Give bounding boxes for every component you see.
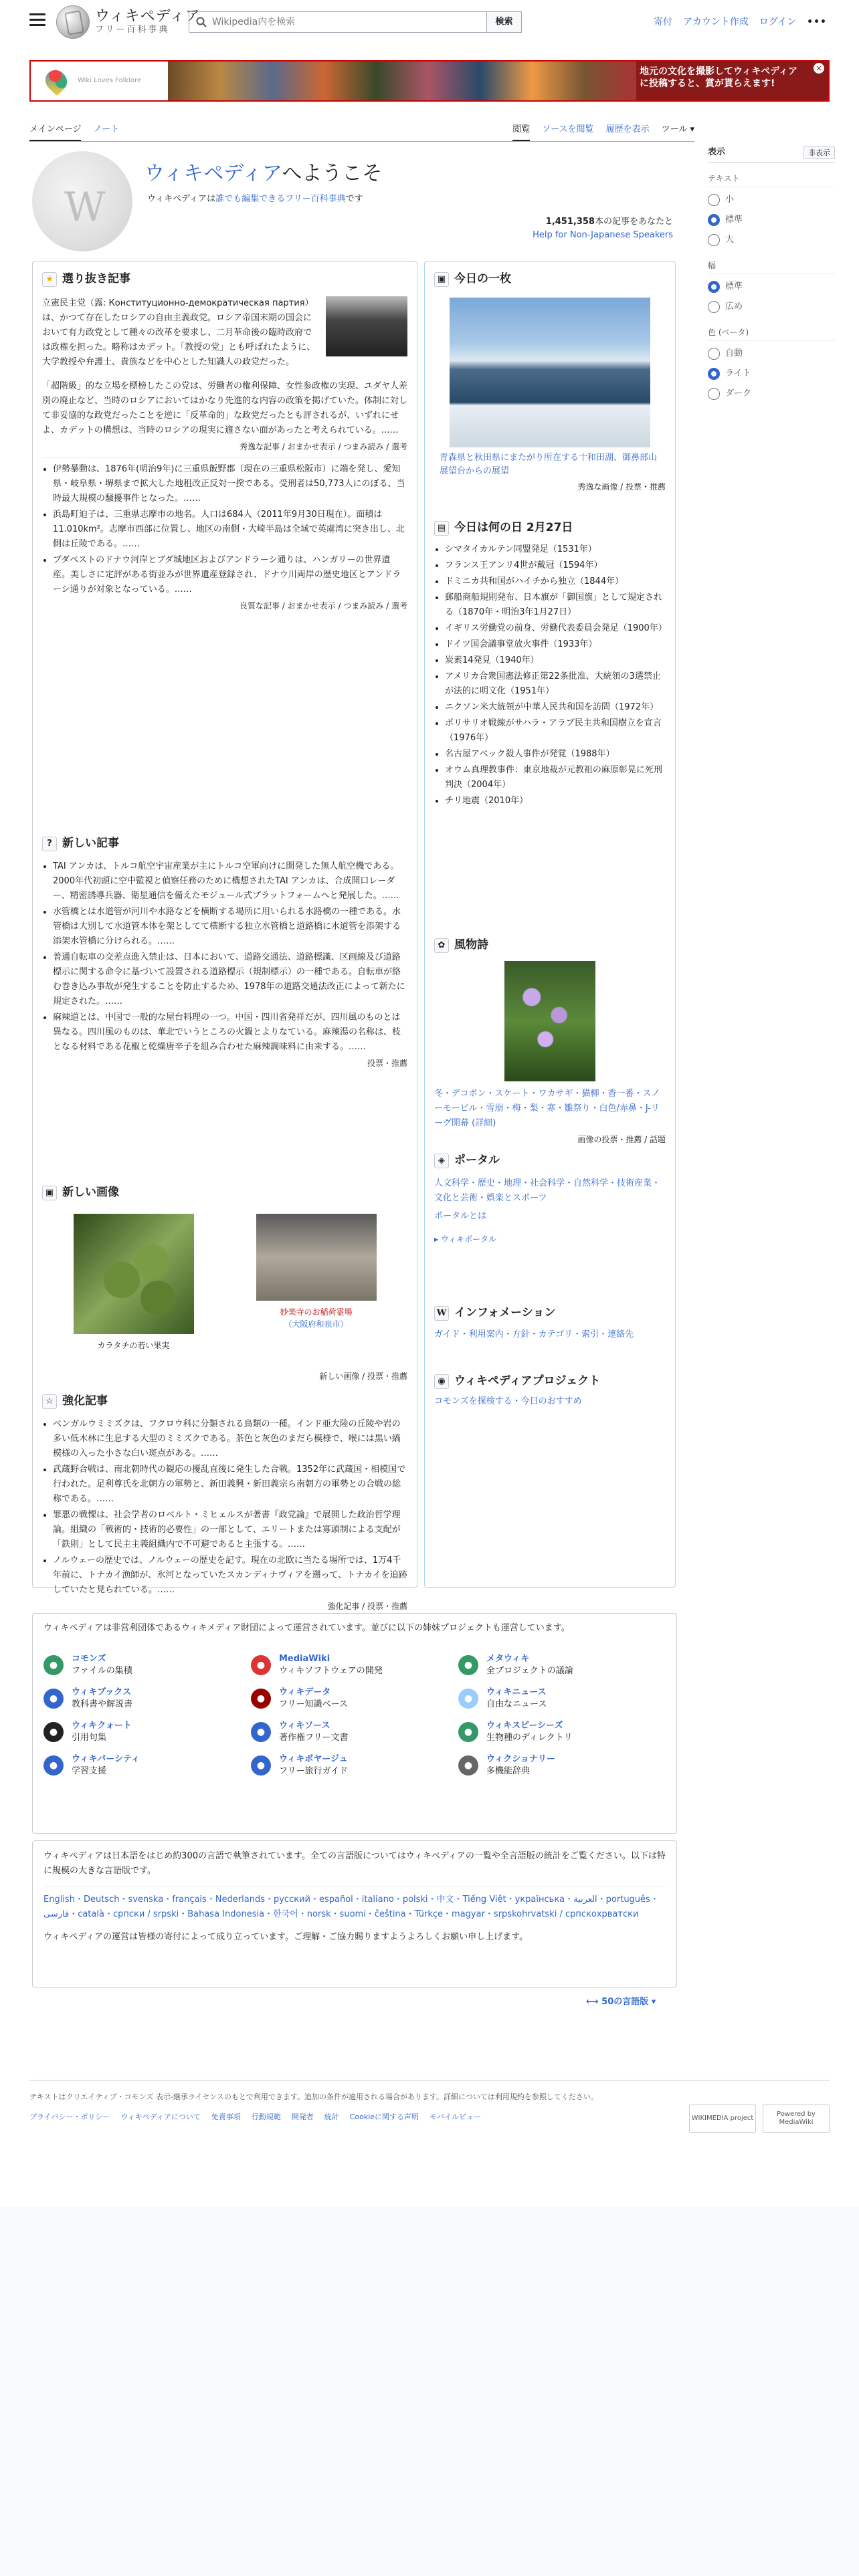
banner-text-line1: 地元の文化を撮影してウィキペディア (640, 66, 798, 77)
good-articles-footer-links[interactable]: 良質な記事 / おまかせ表示 / つまみ読み / 選考 (239, 601, 407, 611)
portal-expand[interactable]: ▸ ウィキポータル (434, 1234, 497, 1244)
language-list[interactable]: English・Deutsch・svenska・français・Nederlands・русский・español・italiano・polski・中文・Tiếng Việt・українська・العربية・português・فارسی・català・српски / srpski・Bahasa Indonesia・한국어・norsk・suomi・čeština・Türkçe・magyar・srpskohrvatski / српскохрватски (43, 1887, 666, 1922)
wikipedia-globe-small-icon: ◉ (434, 1374, 449, 1389)
heart-logo-icon (41, 66, 72, 96)
question-icon: ? (42, 837, 57, 851)
sister-project-desc: 著作権フリー文書 (279, 1732, 349, 1743)
list-item: • アメリカ合衆国憲法修正第22条批准、大統領の3選禁止が法的に明文化（1951年） (445, 669, 666, 699)
sister-project-icon: ● (458, 1689, 478, 1709)
list-item: • 浜島町迫子は、三重県志摩市の地名。人口は684人（2011年9月30日現在）。面積は11.010km²。志摩市西部に位置し、地区の南側・大崎半島は全域で英虞湾に突き出し、北側は丘陵である。…… (53, 508, 407, 552)
list-item: • 武蔵野合戦は、南北朝時代の観応の擾乱直後に発生した合戦。1352年に武蔵国・相模国で行われた。足利尊氏を北朝方の軍勢と、新田義興・新田義宗ら南朝方の軍勢との合戦の総称である。…… (53, 1463, 407, 1507)
portal-links[interactable]: 人文科学・歴史・地理・社会科学・自然科学・技術産業・文化と芸術・娯楽とスポーツ (434, 1178, 661, 1203)
seasonal-image[interactable] (504, 961, 595, 1081)
campaign-banner[interactable] (29, 60, 830, 102)
color-light[interactable]: ライト (708, 364, 835, 384)
portal-about-link[interactable]: ポータルとは (434, 1211, 487, 1221)
karatachi-caption: カラタチの若い果実 (97, 1341, 170, 1350)
license-text: テキストはクリエイティブ・コモンズ 表示-継承ライセンスのもとで利用できます。追加の条件が適用される場合があります。詳細については利用規約を参照してください。 (29, 2092, 598, 2101)
width-section (708, 259, 835, 317)
sister-projects (32, 1613, 677, 1834)
featured-text: 立憲民主党（露: Конституционно-демократическая партия）は、かつて存在したロシアの自由主義政党。ロシア帝国末期の国会において有力政党として種々の改革を要求し、二月革命後の臨時政府では政権を担った。略称はカデット。「教授の党」とも呼ばれたように、大学教授や弁護士、貴族などを中心とした知識人の政党だった。 (42, 298, 316, 367)
tab-main-page[interactable]: メインページ (29, 123, 81, 141)
tab-talk[interactable]: ノート (93, 124, 120, 135)
sister-project-desc: ファイルの集積 (72, 1665, 132, 1676)
footer (29, 2080, 830, 2126)
on-this-day-list (434, 542, 666, 809)
sister-project-desc: フリー知識ベース (279, 1699, 348, 1709)
wikipedia-watermark-icon (32, 151, 132, 251)
sister-project-name[interactable]: ウィキバーシティ (72, 1753, 140, 1764)
privacy-link[interactable]: プライバシー・ポリシー (29, 2112, 110, 2121)
sister-project-icon: ● (458, 1722, 478, 1742)
text-size-section (708, 173, 835, 250)
tab-view-source[interactable]: ソースを閲覧 (542, 124, 594, 135)
list-item: • 伊勢暴動は、1876年(明治9年)に三重県飯野郡（現在の三重県松阪市）に端を発し、愛知県・岐阜県・堺県まで拡大した地租改正反対一揆である。受刑者は50,773人にのぼる、当時最大規模の騒擾事件となった。…… (53, 462, 407, 506)
login-link[interactable]: ログイン (759, 17, 797, 27)
sister-project-icon: ● (43, 1722, 64, 1742)
new-articles-list (42, 859, 407, 1055)
sister-project-name[interactable]: ウィキクォート (72, 1720, 132, 1731)
color-auto[interactable]: 自動 (708, 344, 835, 364)
sister-project-item[interactable] (458, 1720, 666, 1744)
sister-project-item[interactable] (43, 1653, 251, 1677)
information-box (434, 1303, 666, 1342)
list-item: • ポリサリオ戦線がサハラ・アラブ民主共和国樹立を宣言（1976年） (445, 716, 666, 746)
donate-link[interactable]: 寄付 (653, 17, 672, 27)
banner-logo (31, 62, 168, 100)
portal-box (434, 1151, 666, 1246)
text-size-standard[interactable]: 標準 (708, 210, 835, 230)
logo-subtitle: フリー百科事典 (95, 25, 170, 35)
developers-link[interactable]: 開発者 (291, 2112, 314, 2121)
code-of-conduct-link[interactable]: 行動規範 (251, 2112, 281, 2121)
donation-note: ウィキペディアの運営は皆様の寄付によって成り立っています。ご理解・ご協力賜りますようよろしくお願い申し上げます。 (43, 1932, 529, 1942)
sister-project-item[interactable] (458, 1753, 666, 1778)
search-button[interactable]: 検索 (487, 11, 522, 33)
statistics-link[interactable]: 統計 (324, 2112, 339, 2121)
search-icon (196, 17, 207, 27)
featured-title: 選り抜き記事 (62, 272, 130, 286)
list-item: • ドミニカ共和国がハイチから独立（1844年） (445, 574, 666, 589)
list-item: • シマタイカルテン同盟発足（1531年） (445, 542, 666, 557)
languages-intro: ウィキペディアは日本語をはじめ約300の言語で執筆されています。全ての言語版についてはウィキペディアの一覧や全言語版の統計をご覧ください。以下は特に規模の大きな言語版です。 (43, 1851, 666, 1876)
sister-project-name[interactable]: ウィキソース (279, 1720, 330, 1731)
new-images-title: 新しい画像 (62, 1186, 119, 1200)
featured-footer-links[interactable]: 秀逸な記事 / おまかせ表示 / つまみ読み / 選考 (239, 442, 407, 451)
sister-project-item[interactable] (458, 1653, 666, 1677)
welcome-title: ウィキペディアへようこそ (145, 162, 383, 185)
good-articles-list (42, 462, 407, 597)
list-item: • 郵船商船規則発布、日本旗が「御国旗」として規定される（1870年・明治3年1月27日） (445, 591, 666, 620)
sister-project-item[interactable] (251, 1687, 458, 1711)
list-item: • 水管橋とは水道管が河川や水路などを横断する場所に用いられる水路橋の一種である。水管橋は大別して水道管本体を架としてて横断する独立水管橋と道路橋に水道管を添架する添架水管橋に分けられる。…… (53, 905, 407, 949)
wikimedia-badge[interactable]: WIKIMEDIA project (689, 2105, 756, 2133)
wikipedia-globe-icon (56, 5, 90, 39)
portal-title: ポータル (454, 1154, 500, 1168)
color-label: 色 (ベータ) (708, 326, 835, 341)
main-menu-icon[interactable] (29, 13, 45, 27)
list-item: • チリ地震（2010年） (445, 794, 666, 809)
sister-project-desc: ウィキソフトウェアの開発 (279, 1665, 383, 1676)
sister-projects-grid (43, 1653, 666, 1778)
list-item: • イギリス労働党の前身、労働代表委員会発足（1900年） (445, 621, 666, 636)
article-count-number: 1,451,358 (545, 217, 595, 227)
sister-project-icon: ● (458, 1755, 478, 1776)
wikipedia-w-icon: W (434, 1306, 449, 1321)
banner-text-line2: に投稿すると、賞が貰らえます! (640, 78, 775, 89)
sister-project-icon: ● (251, 1689, 271, 1709)
banner-photo-strip (168, 62, 636, 100)
search-input[interactable] (189, 11, 487, 33)
information-title: インフォメーション (454, 1306, 556, 1320)
wikiproject-box (434, 1372, 666, 1409)
sister-project-name[interactable]: ウィキデータ (279, 1687, 331, 1697)
star-icon: ★ (42, 272, 57, 287)
text-size-large[interactable]: 大 (708, 230, 835, 250)
appearance-title: 表示 (708, 147, 726, 157)
sister-project-item[interactable] (43, 1753, 251, 1778)
sister-project-item[interactable] (251, 1653, 458, 1677)
sister-project-name[interactable]: ウィキスピーシーズ (486, 1720, 563, 1731)
image-icon: ▣ (42, 1186, 57, 1200)
sister-project-icon: ● (251, 1755, 271, 1776)
text-size-small[interactable]: 小 (708, 190, 835, 210)
sister-project-desc: 多機能辞典 (486, 1765, 531, 1776)
sister-project-name[interactable]: メタウィキ (486, 1653, 530, 1664)
wikiproject-links[interactable]: コモンズを探検する・今日のおすすめ (434, 1396, 582, 1406)
tab-history[interactable]: 履歴を表示 (605, 124, 650, 135)
list-item: • ベンガルウミミズクは、フクロウ科に分類される鳥類の一種。インド亜大陸の丘陵や岩の多い低木林に生息する大型のミミズクである。茶色と灰色のまだら模様で、喉には黒い縞模様の入った小さな白い斑点がある。…… (53, 1417, 407, 1461)
sister-project-desc: フリー旅行ガイド (279, 1765, 349, 1776)
list-item: • 炭素14発見（1940年） (445, 653, 666, 668)
welcome-subtitle: ウィキペディアは誰でも編集できるフリー百科事典です (147, 194, 363, 204)
sister-project-desc: 教科書や解説書 (72, 1699, 133, 1709)
mobile-view-link[interactable]: モバイルビュー (430, 2112, 482, 2121)
sister-project-item[interactable] (458, 1687, 666, 1711)
sister-project-desc: 自由なニュース (486, 1699, 547, 1709)
flower-icon: ✿ (434, 938, 449, 953)
search-form (189, 11, 522, 33)
shrine-caption: 妙楽寺のお稲荷霊場 （大阪府和泉市） (280, 1307, 353, 1329)
personal-tools (654, 15, 827, 29)
close-icon[interactable]: × (814, 63, 824, 74)
on-this-day-box (434, 518, 666, 810)
sister-project-name[interactable]: ウィキボヤージュ (279, 1753, 348, 1764)
list-item: • 普通自転車の交差点進入禁止は、日本において、道路交通法、道路標識、区画線及び道路標示に関する命令に基づいて設置される道路標示（規制標示）の一種である。自転車が絡む巻き込み事故が発生することを防止するため、1978年の道路交通法改正によって新たに規定された。…… (53, 950, 407, 1009)
list-item: • ニクソン米大統領が中華人民共和国を訪問（1972年） (445, 700, 666, 715)
picture-of-day-caption: 青森県と秋田県にまたがり所在する十和田湖、御鼻部山展望台からの展望 (440, 453, 658, 476)
banner-logo-text: Wiki Loves Folklore (78, 77, 142, 84)
new-images-footer-links[interactable]: 新しい画像 / 投票・推薦 (319, 1372, 407, 1381)
seasonal-text[interactable]: 冬・デコポン・スケート・ワカサギ・猫柳・香一番・スノーモービル・雪崩・梅・梨・寒・雛祭り・白色/赤鼻・J-リーグ開幕 (詳細) (434, 1089, 660, 1128)
sister-project-name[interactable]: MediaWiki (279, 1653, 330, 1664)
width-label: 幅 (708, 259, 835, 274)
list-item: • 罪悪の戦慄は、社会学者のロベルト・ミヒェルスが著書『政党論』で展開した政治哲学理論。組織の「戦術的・技術的必要性」の一部として、エリートまたは寡頭制による支配が「鉄則」として民主主義組織内で不可避であると主張する。…… (53, 1508, 407, 1552)
sister-project-name[interactable]: ウィキニュース (486, 1687, 547, 1697)
right-column (424, 261, 676, 1588)
sister-project-desc: 引用句集 (72, 1732, 107, 1743)
list-item: • 名古屋アベック殺人事件が発覚（1988年） (445, 747, 666, 762)
on-this-day-title: 今日は何の日 2月27日 (454, 521, 573, 535)
sister-project-name[interactable]: ウィクショナリー (486, 1753, 555, 1764)
free-encyclopedia-link[interactable]: 誰でも編集できるフリー百科事典 (215, 194, 346, 204)
left-column (32, 261, 417, 1611)
color-dark[interactable]: ダーク (708, 384, 835, 404)
sister-project-name[interactable]: コモンズ (72, 1653, 106, 1664)
sister-project-icon: ● (43, 1755, 64, 1776)
sister-project-name[interactable]: ウィキブックス (72, 1687, 132, 1697)
welcome-title-link[interactable]: ウィキペディア (145, 162, 282, 185)
featured-article-box (42, 270, 407, 613)
sister-project-icon: ● (43, 1689, 64, 1709)
new-articles-title: 新しい記事 (62, 837, 119, 851)
picture-of-day-footer-links[interactable]: 秀逸な画像 / 投票・推薦 (577, 482, 666, 492)
tab-tools[interactable]: ツール ▾ (661, 124, 694, 135)
sister-project-item[interactable] (251, 1720, 458, 1744)
main-content (29, 148, 680, 1611)
improved-articles-box (42, 1392, 407, 1613)
sister-project-desc: 全プロジェクトの議論 (486, 1665, 573, 1676)
sister-project-item[interactable] (43, 1687, 251, 1711)
picture-of-day-image[interactable] (450, 298, 650, 447)
non-japanese-help-link[interactable]: Help for Non-Japanese Speakers (533, 230, 673, 240)
create-account-link[interactable]: アカウント作成 (682, 17, 749, 27)
list-item: • TAI アンカは、トルコ航空宇宙産業が主にトルコ空軍向けに開発した無人航空機である。2000年代初頭に空中監視と偵察任務のために構想されたTAI アンカは、合成開口レーダー、精密誘導兵器、衛星通信を備えたモジュール式プラットフォームへと発展した。…… (53, 859, 407, 903)
banner-text (640, 66, 797, 90)
sister-project-icon: ● (43, 1655, 64, 1675)
language-editions (32, 1840, 677, 1988)
information-links[interactable]: ガイド・利用案内・方針・カテゴリ・索引・連絡先 (434, 1329, 634, 1339)
logo-title: ウィキペディア (95, 8, 201, 25)
list-item: • 麻辣道とは、中国で一般的な屋台料理の一つ。中国・四川省発祥だが、四川風のものとは異なる。四川風のものは、華北でいうところの火鍋とよりなている。麻辣湯の名称は、枝となる材料である花椒と乾燥唐辛子を組み合わせた麻辣調味料に由来する。…… (53, 1010, 407, 1055)
picture-of-day-box (434, 270, 666, 494)
article-count: 1,451,358本の記事をあなたと Help for Non-Japanese Speakers (533, 217, 673, 240)
mediawiki-badge[interactable]: Powered by MediaWiki (763, 2105, 830, 2133)
site-logo[interactable] (56, 5, 201, 39)
improved-articles-footer-links[interactable]: 強化記事 / 投票・推薦 (327, 1602, 407, 1611)
improved-articles-title: 強化記事 (62, 1394, 108, 1408)
list-item: • フランス王アンリ4世が戴冠（1594年） (445, 558, 666, 573)
seasonal-title: 風物詩 (454, 938, 488, 952)
width-wide[interactable]: 広め (708, 297, 835, 317)
color-section (708, 326, 835, 404)
improved-articles-list (42, 1417, 407, 1598)
welcome-banner (29, 148, 680, 254)
shrine-image[interactable] (256, 1214, 377, 1301)
calendar-icon: ▤ (434, 521, 449, 536)
list-item: • ノルウェーの歴史では、ノルウェーの歴史を記す。現在の北欧に当たる場所では、1万4千年前に、トナカイ漁師が、氷河となっていたスカンディナヴィアを遡って、トナカイを追跡していたと見られている。…… (53, 1553, 407, 1598)
sister-project-desc: 学習支援 (72, 1765, 107, 1776)
about-link[interactable]: ウィキペディアについて (120, 2112, 201, 2121)
tab-read[interactable]: 閲覧 (512, 123, 530, 141)
featured-thumbnail[interactable] (326, 296, 407, 356)
cookie-statement-link[interactable]: Cookieに関する声明 (349, 2112, 419, 2121)
sister-project-item[interactable] (251, 1753, 458, 1778)
more-options-icon[interactable]: ••• (807, 17, 827, 27)
new-articles-footer-links[interactable]: 投票・推薦 (367, 1059, 407, 1068)
sister-project-desc: 生物種のディレクトリ (486, 1732, 573, 1743)
seasonal-footer-links[interactable]: 画像の投票・推薦 / 話題 (577, 1135, 666, 1144)
portal-icon: ◈ (434, 1154, 449, 1168)
appearance-panel (708, 146, 835, 404)
disclaimer-link[interactable]: 免責事項 (211, 2112, 241, 2121)
featured-text-2: 「超階級」的な立場を標榜したこの党は、労働者の権利保障、女性参政権の実現、ユダヤ人差別の廃止など、当時のロシアにおいてはかなり先進的な内容の政策を掲げていた。体制に対して非妥協的な政党だったことを逆に「反革命的」な政党だったとも評されるが、いずれにせよ、カデットの構想は、当時のロシアの現実に適さない面があったと考えられている。…… (42, 381, 408, 435)
text-size-label: テキスト (708, 173, 835, 187)
hide-button[interactable]: 非表示 (803, 146, 835, 160)
star-outline-icon: ☆ (42, 1394, 57, 1409)
languages-button[interactable]: ⟷ 50の言語版 ▾ (586, 1997, 656, 2007)
list-item: • ブダペストのドナウ河岸とブダ城地区およびアンドラーシ通りは、ハンガリーの世界遺産。美しさに定評がある街並みが世界遺産登録され、ドナウ川両岸の歴史地区とアンドラーシ通りが対象となっている。…… (53, 553, 407, 597)
sister-projects-intro: ウィキペディアは非営利団体であるウィキメディア財団によって運営されています。並びに以下の姉妹プロジェクトも運営しています。 (43, 1623, 570, 1633)
sister-project-icon: ● (458, 1655, 478, 1675)
new-images-box (42, 1183, 407, 1383)
sister-project-icon: ● (251, 1655, 271, 1675)
page-tabs (29, 122, 694, 142)
list-item: • ドイツ国会議事堂放火事件（1933年） (445, 637, 666, 652)
wikiproject-title: ウィキペディアプロジェクト (454, 1374, 601, 1388)
karatachi-image[interactable] (74, 1214, 194, 1334)
seasonal-box (434, 936, 666, 1146)
width-standard[interactable]: 標準 (708, 277, 835, 297)
header (0, 0, 859, 45)
new-articles-box (42, 834, 407, 1070)
image-icon: ▣ (434, 272, 449, 287)
picture-of-day-title: 今日の一枚 (454, 272, 511, 286)
sister-project-item[interactable] (43, 1720, 251, 1744)
search-placeholder: Wikipedia内を検索 (212, 16, 296, 27)
list-item: • オウム真理教事件：東京地裁が元教祖の麻原彰晃に死刑判決（2004年） (445, 763, 666, 792)
sister-project-icon: ● (251, 1722, 271, 1742)
